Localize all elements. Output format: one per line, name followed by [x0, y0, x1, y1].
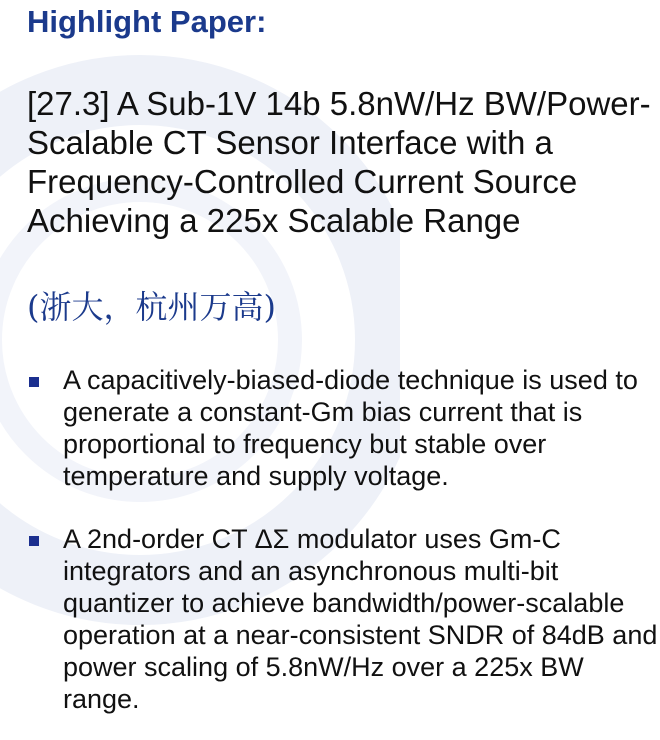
paper-title: [27.3] A Sub-1V 14b 5.8nW/Hz BW/Power-Scalable CT Sensor Interface with a Frequency-Controlled Current Source Achieving a 225x Scalable Range [27, 85, 651, 239]
bullet-text: A capacitively-biased-diode technique is used to generate a constant-Gm bias current that is proportional to frequency but stable over temperature and supply voltage. [63, 365, 638, 491]
square-bullet-icon [29, 377, 39, 387]
slide-heading: Highlight Paper: [27, 4, 267, 39]
square-bullet-icon [29, 536, 39, 546]
bullet-text: A 2nd-order CT ΔΣ modulator uses Gm-C integrators and an asynchronous multi-bit quantizer to achieve bandwidth/power-scalable operation at a near-consistent SNDR of 84dB and power scaling of 5.8nW/Hz over a 225x BW range. [63, 524, 658, 714]
affiliation: (浙大，杭州万高) [27, 288, 276, 326]
